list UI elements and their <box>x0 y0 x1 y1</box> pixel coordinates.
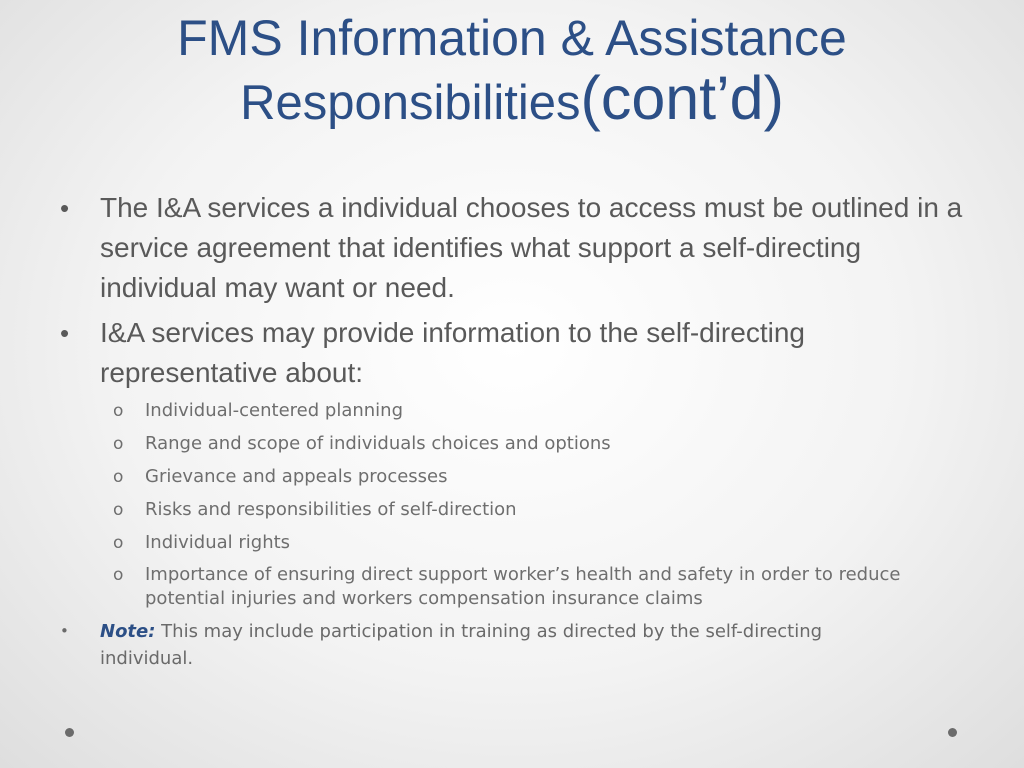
note-bullet-marker: • <box>60 622 69 640</box>
sub-list-item <box>58 530 965 556</box>
sub-list-item <box>58 497 965 523</box>
sub-item-text: Importance of ensuring direct support worker’s health and safety in order to reduce potential injuries and workers compensation insurance claims <box>145 564 901 609</box>
title-line-2-suffix: (cont’d) <box>580 63 784 132</box>
sub-item-text: Risks and responsibilities of self-direction <box>145 499 517 520</box>
sub-item-text: Grievance and appeals processes <box>145 466 448 487</box>
sub-bullet-marker: o <box>113 467 124 487</box>
sub-bullet-marker: o <box>113 500 124 520</box>
title-line-2: Responsibilities <box>240 75 581 130</box>
bullet-marker: • <box>60 318 70 348</box>
bullet-text: I&A services may provide information to the self-directing representative about: <box>100 317 805 388</box>
note-item <box>58 618 880 672</box>
sub-item-text: Individual rights <box>145 532 291 553</box>
sub-bullet-marker: o <box>113 533 124 553</box>
slide-body <box>58 188 978 672</box>
note-label: Note: <box>100 621 156 642</box>
sub-list-item <box>58 398 965 424</box>
sub-list-item <box>58 464 965 490</box>
sub-bullet-marker: o <box>113 401 124 421</box>
sub-item-text: Range and scope of individuals choices and options <box>145 433 611 454</box>
bullet-item <box>58 313 978 393</box>
sub-bullet-marker: o <box>113 565 124 585</box>
sub-bullet-marker: o <box>113 434 124 454</box>
title-line-1: FMS Information & Assistance <box>177 10 847 66</box>
corner-dot-left <box>65 728 74 737</box>
slide-title <box>40 12 984 131</box>
note-text: This may include participation in training as directed by the self-directing individual. <box>100 621 823 669</box>
corner-dot-right <box>948 728 957 737</box>
bullet-text: The I&A services a individual chooses to access must be outlined in a service agreement that identifies what support a self-directing individual may want or need. <box>100 192 963 303</box>
bullet-item <box>58 188 978 308</box>
sub-item-text: Individual-centered planning <box>145 400 404 421</box>
sub-list <box>58 398 978 611</box>
sub-list-item <box>58 563 965 611</box>
bullet-marker: • <box>60 193 70 223</box>
sub-list-item <box>58 431 965 457</box>
